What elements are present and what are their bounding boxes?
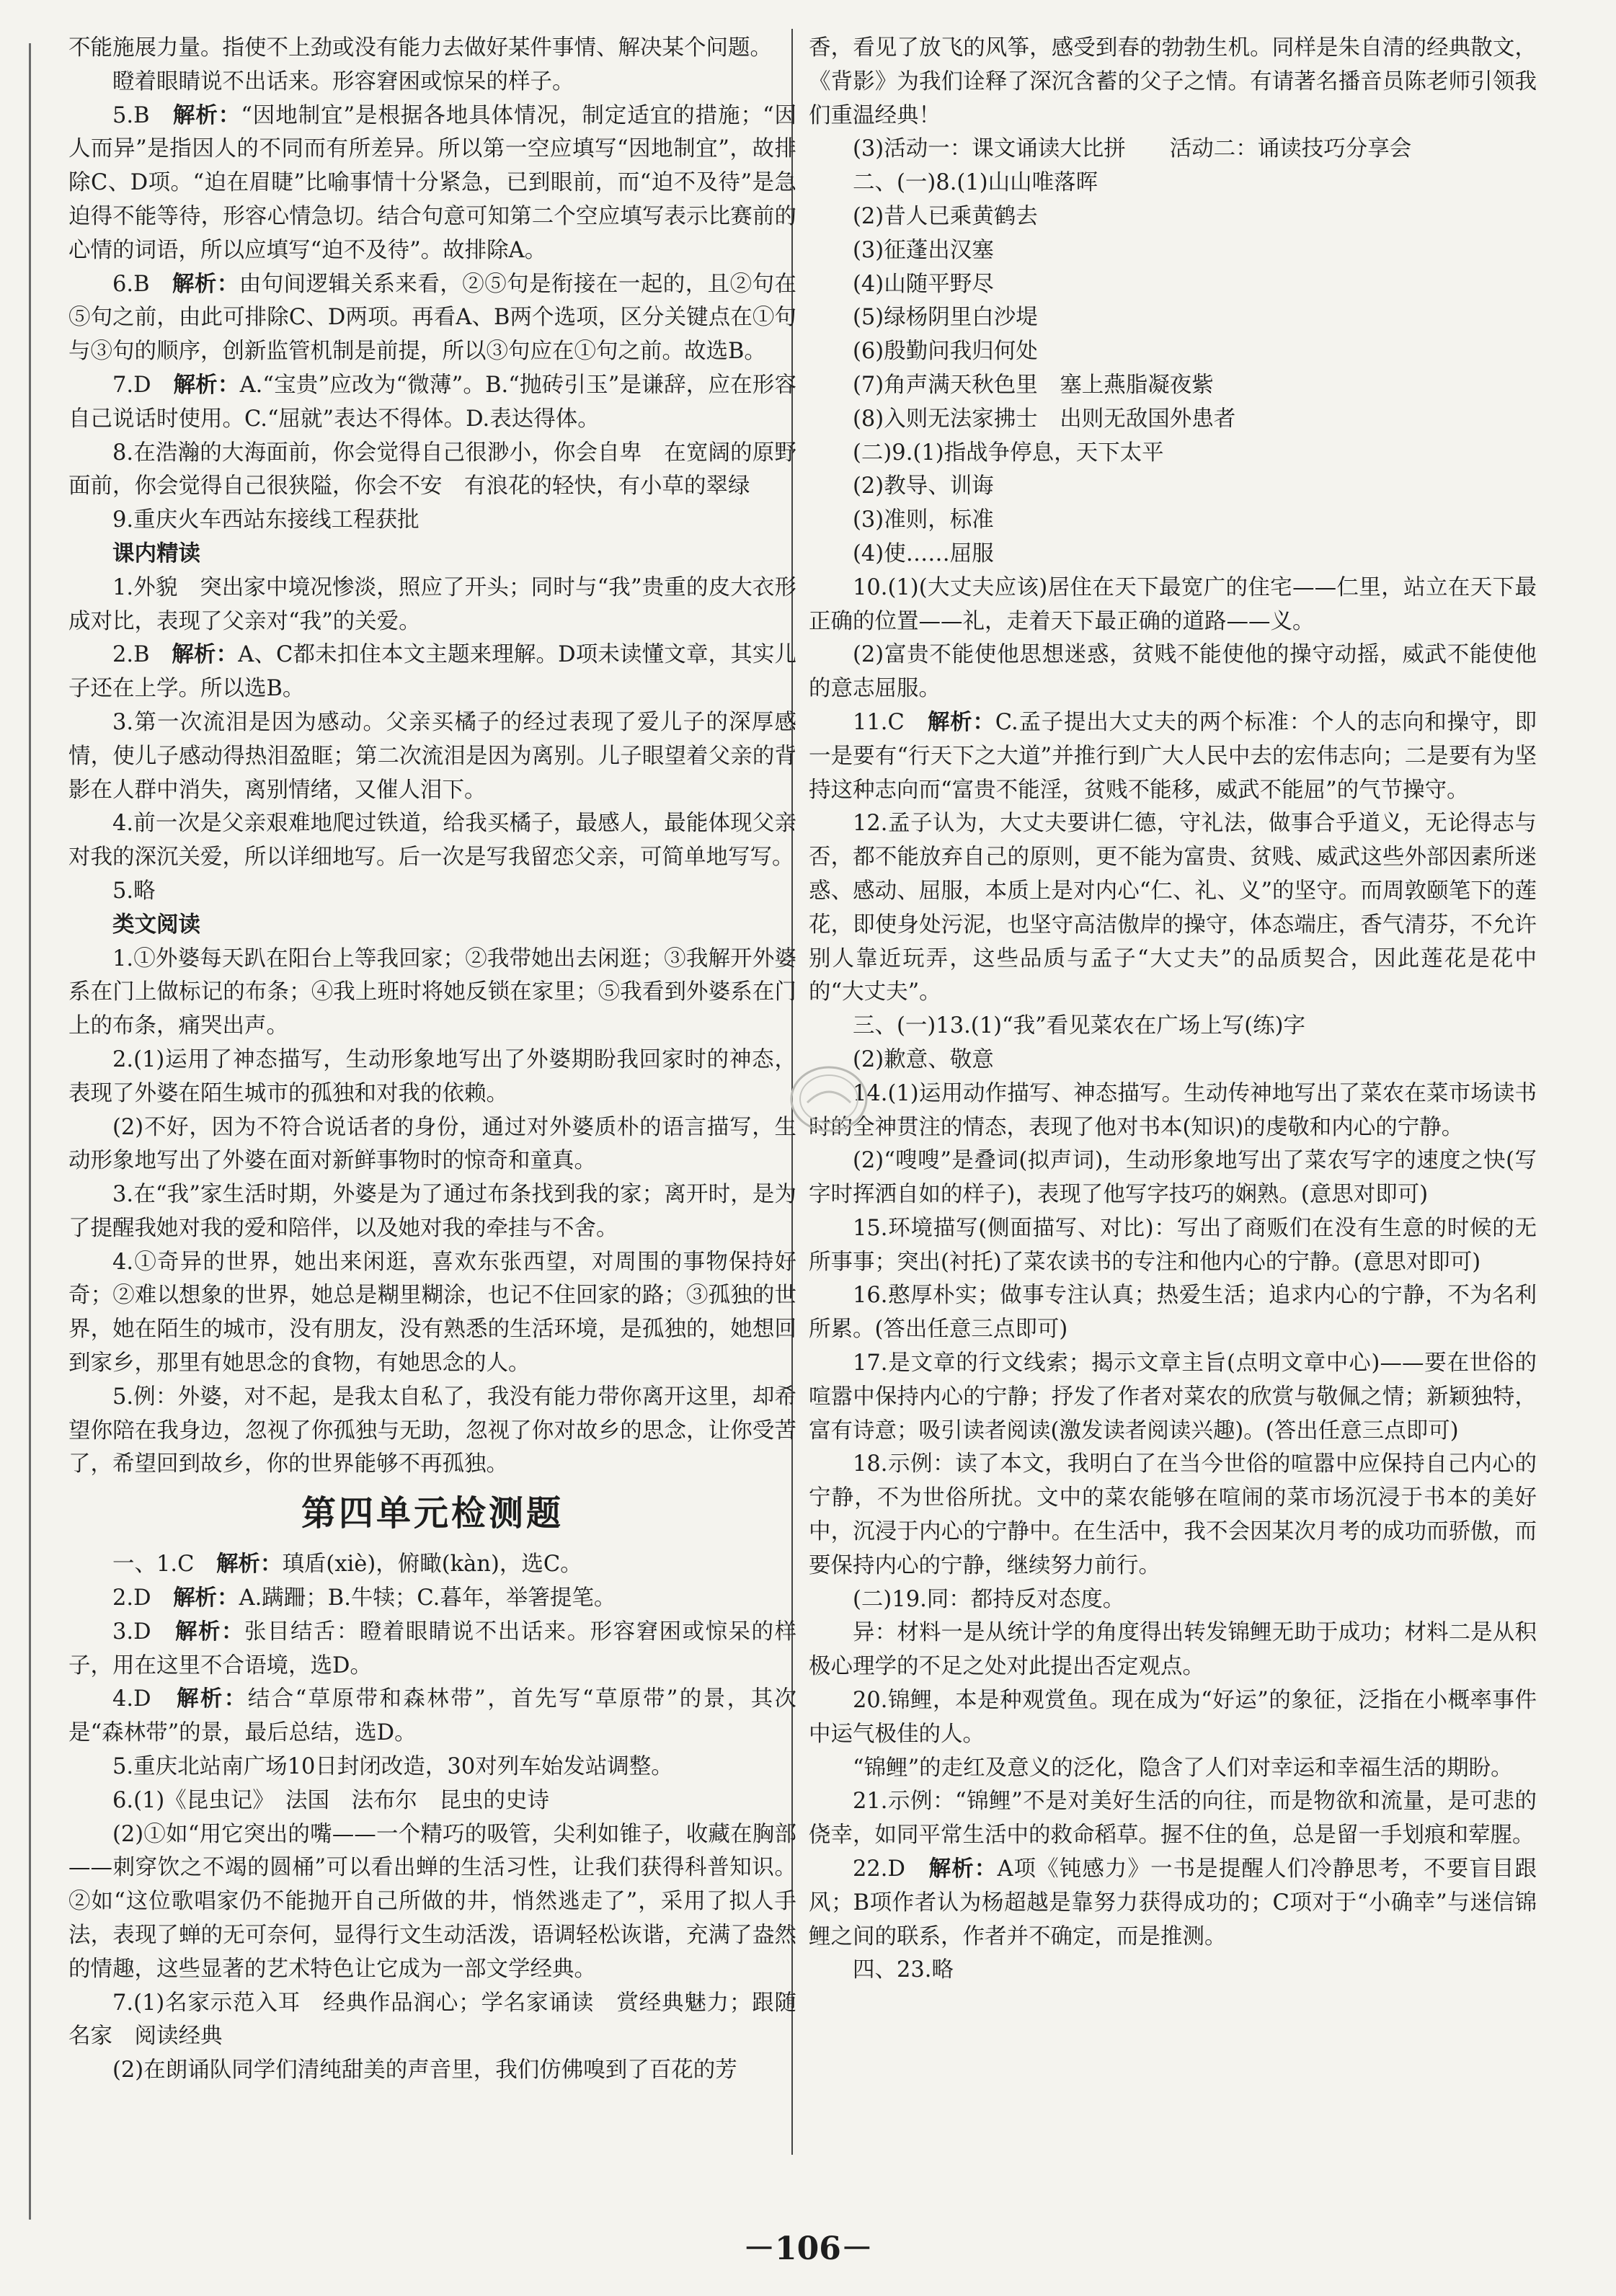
- paragraph-text: (二)9.(1)指战争停息，天下太平: [853, 440, 1164, 466]
- paragraph-text: A.蹒跚；B.牛犊；C.暮年，举箸提笔。: [239, 1585, 616, 1611]
- answer-paragraph: [809, 301, 1537, 335]
- paragraph-text: A项《钝感力》一书是提醒人们冷静思考，不要盲目跟风；B项作者认为杨超越是靠努力获得成功的；C项对于“小确幸”与迷信锦鲤之间的联系，作者并不确定，而是推测。: [809, 1856, 1537, 1949]
- answer-paragraph: [68, 268, 796, 369]
- answer-paragraph: [809, 1279, 1537, 1347]
- analysis-label: 解析：: [928, 1856, 998, 1882]
- paragraph-text: 14.(1)运用动作描写、神态描写。生动传神地写出了菜农在菜市场读书时的全神贯注的情态，表现了他对书本(知识)的虔敬和内心的宁静。: [809, 1080, 1537, 1140]
- paragraph-text: 20.锦鲤，本是种观赏鱼。现在成为“好运”的象征，泛指在小概率事件中运气极佳的人。: [809, 1688, 1537, 1747]
- analysis-label: 解析：: [175, 1619, 244, 1645]
- answer-paragraph: [809, 437, 1537, 471]
- paragraph-text: (8)入则无法家拂士 出则无敌国外患者: [853, 406, 1236, 432]
- answer-paragraph: [68, 1987, 796, 2055]
- answer-paragraph: [809, 1583, 1537, 1617]
- answer-paragraph: [68, 875, 796, 909]
- answer-paragraph: [68, 1381, 796, 1482]
- answer-paragraph: [68, 99, 796, 268]
- answer-paragraph: [68, 1582, 796, 1616]
- paragraph-text: (2)“嗖嗖”是叠词(拟声词)，生动形象地写出了菜农写字的速度之快(写字时挥洒自如的样子)，表现了他写字技巧的娴熟。(意思对即可): [809, 1148, 1537, 1208]
- paragraph-text: 四、23.略: [853, 1957, 954, 1983]
- paragraph-text: (2)昔人已乘黄鹤去: [853, 203, 1038, 229]
- answer-paragraph: [68, 504, 796, 538]
- answer-paragraph: [68, 32, 796, 66]
- paragraph-text: 3.第一次流泪是因为感动。父亲买橘子的经过表现了爱儿子的深厚感情，使儿子感动得热泪盈眶；第二次流泪是因为离别。儿子眼望着父亲的背影在人群中消失，离别情绪，又催人泪下。: [68, 709, 796, 803]
- question-number: 一、1.C: [112, 1552, 195, 1578]
- paragraph-text: 5.重庆北站南广场10日封闭改造，30对列车始发站调整。: [112, 1754, 673, 1780]
- paragraph-text: 2.(1)运用了神态描写，生动形象地写出了外婆期盼我回家时的神态，表现了外婆在陌生城市的孤独和对我的依赖。: [68, 1046, 796, 1106]
- answer-paragraph: [68, 1616, 796, 1683]
- answer-paragraph: [68, 571, 796, 639]
- question-number: 2.B: [112, 642, 150, 668]
- paragraph-text: (4)山随平野尽: [853, 271, 994, 297]
- answer-paragraph: [68, 1818, 796, 1987]
- analysis-label: 解析：: [172, 642, 239, 668]
- paragraph-text: (2)教导、训诲: [853, 473, 994, 499]
- question-number: 3.D: [112, 1619, 151, 1645]
- answer-paragraph: [68, 66, 796, 99]
- answer-paragraph: [68, 638, 796, 706]
- paragraph-text: 二、(一)8.(1)山山唯落晖: [853, 170, 1098, 196]
- section-heading: 类文阅读: [112, 912, 200, 938]
- answer-paragraph: [68, 1784, 796, 1818]
- answer-paragraph: [809, 1853, 1537, 1954]
- answer-paragraph: [68, 369, 796, 437]
- page-binding-edge: [29, 43, 31, 2220]
- analysis-label: 解析：: [173, 1585, 239, 1611]
- paragraph-text: 9.重庆火车西站东接线工程获批: [112, 507, 419, 533]
- paragraph-text: 10.(1)(大丈夫应该)居住在天下最宽广的住宅——仁里，站立在天下最正确的位置——礼，走着天下最正确的道路——义。: [809, 574, 1537, 634]
- analysis-label: 解析：: [927, 709, 995, 735]
- question-number: 11.C: [853, 709, 905, 735]
- question-number: 4.D: [112, 1686, 151, 1712]
- answer-paragraph: [809, 1144, 1537, 1212]
- paragraph-text: (3)活动一：课文诵读大比拼 活动二：诵读技巧分享会: [853, 136, 1412, 162]
- paragraph-text: 18.示例：读了本文，我明白了在当今世俗的喧嚣中应保持自己内心的宁静，不为世俗所扰。文中的菜农能够在喧闹的菜市场沉浸于书本的美好中，沉浸于内心的宁静中。在生活中，我不会因某次月考的成功而骄傲，而要保持内心的宁静，继续努力前行。: [809, 1451, 1537, 1578]
- answer-paragraph: [809, 268, 1537, 302]
- paragraph-text: 由句间逻辑关系来看，②⑤句是衔接在一起的，且②句在⑤句之前，由此可排除C、D两项。再看A、B两个选项，区分关键点在①句与③句的顺序，创新监管机制是前提，所以③句应在①句之前。故选B。: [68, 271, 797, 365]
- answer-paragraph: [68, 943, 796, 1044]
- answer-paragraph: [809, 1347, 1537, 1448]
- paragraph-text: (7)角声满天秋色里 塞上燕脂凝夜紫: [853, 372, 1214, 398]
- paragraph-text: 瞪着眼睛说不出话来。形容窘困或惊呆的样子。: [112, 68, 574, 94]
- paragraph-text: (2)不好，因为不符合说话者的身份，通过对外婆质朴的语言描写，生动形象地写出了外婆在面对新鲜事物时的惊奇和童真。: [68, 1114, 796, 1174]
- paragraph-text: (2)歉意、敬意: [853, 1046, 994, 1072]
- answer-paragraph: [68, 1750, 796, 1784]
- answer-paragraph: [809, 807, 1537, 1010]
- answer-paragraph: [809, 504, 1537, 538]
- answer-paragraph: [809, 369, 1537, 403]
- paragraph-text: 3.在“我”家生活时期，外婆是为了通过布条找到我的家；离开时，是为了提醒我她对我的爱和陪伴，以及她对我的牵挂与不舍。: [68, 1182, 796, 1241]
- paragraph-text: (3)征蓬出汉塞: [853, 237, 994, 263]
- left-column: [68, 32, 796, 2088]
- answer-paragraph: [68, 706, 796, 807]
- analysis-label: 解析：: [176, 1686, 248, 1712]
- answer-paragraph: [809, 1752, 1537, 1786]
- paragraph-text: 8.在浩瀚的大海面前，你会觉得自己很渺小，你会自卑 在宽阔的原野面前，你会觉得自己很狭隘，你会不安 有浪花的轻快，有小草的翠绿: [68, 440, 796, 499]
- paragraph-text: C.孟子提出大丈夫的两个标准：个人的志向和操守，即一是要有“行天下之大道”并推行到广大人民中去的宏伟志向；二是要有为坚持这种志向而“富贵不能淫，贫贱不能移，威武不能屈”的气节操守。: [809, 709, 1537, 803]
- analysis-label: 解析：: [173, 372, 240, 398]
- answer-paragraph: [809, 1448, 1537, 1583]
- paragraph-text: (4)使……屈服: [853, 540, 994, 566]
- answer-paragraph: [809, 32, 1537, 133]
- paragraph-text: 21.示例：“锦鲤”不是对美好生活的向往，而是物欲和流量，是可悲的侥幸，如同平常生活中的救命稻草。握不住的鱼，总是留一手划痕和荤腥。: [809, 1789, 1537, 1848]
- answer-paragraph: [809, 638, 1537, 706]
- paragraph-text: 张目结舌：瞪着眼睛说不出话来。形容窘困或惊呆的样子，用在这里不合语境，选D。: [68, 1619, 797, 1678]
- answer-paragraph: [809, 706, 1537, 807]
- paragraph-text: (二)19.同：都持反对态度。: [853, 1586, 1125, 1612]
- paragraph-text: (6)殷勤问我归何处: [853, 339, 1038, 365]
- answer-paragraph: [68, 1246, 796, 1381]
- section-heading: 课内精读: [112, 540, 200, 566]
- answer-paragraph: [68, 1683, 796, 1750]
- paragraph-text: (2)①如“用它突出的嘴——一个精巧的吸管，尖利如锥子，收藏在胸部——刺穿饮之不竭的圆桶”可以看出蝉的生活习性，让我们获得科普知识。②如“这位歌唱家仍不能抛开自己所做的井，悄然逃走了”，采用了拟人手法，表现了蝉的无可奈何，显得行文生动活泼，语调轻松诙谐，充满了盎然的情趣，这些显著的艺术特色让它成为一部文学经典。: [68, 1821, 796, 1982]
- answer-paragraph: [809, 200, 1537, 234]
- question-number: 2.D: [112, 1585, 151, 1611]
- page-number: －106－: [743, 2230, 873, 2267]
- answer-paragraph: [809, 1954, 1537, 1988]
- answer-paragraph: [809, 470, 1537, 504]
- paragraph-text: 1.①外婆每天趴在阳台上等我回家；②我带她出去闲逛；③我解开外婆系在门上做标记的布条；④我上班时将她反锁在家里；⑤我看到外婆系在门上的布条，痛哭出声。: [68, 945, 796, 1039]
- answer-paragraph: [809, 1212, 1537, 1280]
- paragraph-text: A.“宝贵”应改为“微薄”。B.“抛砖引玉”是谦辞，应在形容自己说话时使用。C.“屈就”表达不得体。D.表达得体。: [68, 372, 797, 432]
- answer-paragraph: [809, 335, 1537, 369]
- question-number: 22.D: [853, 1856, 905, 1882]
- paragraph-text: 16.憨厚朴实；做事专注认真；热爱生活；追求内心的宁静，不为名利所累。(答出任意三点即可): [809, 1283, 1537, 1343]
- analysis-label: 解析：: [216, 1552, 283, 1578]
- paragraph-text: 12.孟子认为，大丈夫要讲仁德，守礼法，做事合乎道义，无论得志与否，都不能放弃自己的原则，更不能为富贵、贫贱、威武这些外部因素所迷惑、感动、屈服，本质上是对内心“仁、礼、义”的坚守。而周敦颐笔下的莲花，即使身处污泥，也坚守高洁傲岸的操守，体态端庄，香气清芬，不允许别人靠近玩弄，这些品质与孟子“大丈夫”的品质契合，因此莲花是花中的“大丈夫”。: [809, 811, 1537, 1005]
- paragraph-text: “锦鲤”的走红及意义的泛化，隐含了人们对幸运和幸福生活的期盼。: [853, 1755, 1513, 1781]
- answer-paragraph: [809, 133, 1537, 166]
- paragraph-text: 5.例：外婆，对不起，是我太自私了，我没有能力带你离开这里，却希望你陪在我身边，忽视了你孤独与无助，忽视了你对故乡的思念，让你受苦了，希望回到故乡，你的世界能够不再孤独。: [68, 1384, 796, 1477]
- watermark-stamp-icon: [786, 1059, 872, 1139]
- right-column: [809, 32, 1537, 1988]
- answer-paragraph: [809, 1684, 1537, 1752]
- paragraph-text: 6.(1)《昆虫记》 法国 法布尔 昆虫的史诗: [112, 1787, 550, 1813]
- answer-paragraph: [809, 1077, 1537, 1145]
- paragraph-text: 结合“草原带和森林带”，首先写“草原带”的景，其次是“森林带”的景，最后总结，选D。: [68, 1686, 797, 1746]
- answer-paragraph: [809, 1785, 1537, 1853]
- paragraph-text: 异：材料一是从统计学的角度得出转发锦鲤无助于成功；材料二是从积极心理学的不足之处对此提出否定观点。: [809, 1620, 1537, 1680]
- answer-paragraph: [68, 1044, 796, 1111]
- answer-paragraph: [68, 1178, 796, 1246]
- paragraph-text: 4.①奇异的世界，她出来闲逛，喜欢东张西望，对周围的事物保持好奇；②难以想象的世界，她总是糊里糊涂，也记不住回家的路；③孤独的世界，她在陌生的城市，没有朋友，没有熟悉的生活环境，是孤独的，她想回到家乡，那里有她思念的食物，有她思念的人。: [68, 1249, 796, 1376]
- answer-paragraph: [809, 538, 1537, 571]
- question-number: 7.D: [112, 372, 151, 398]
- answer-paragraph: [809, 1044, 1537, 1077]
- analysis-label: 解析：: [172, 102, 241, 128]
- paragraph-text: 香，看见了放飞的风筝，感受到春的勃勃生机。同样是朱自清的经典散文，《背影》为我们诠释了深沉含蓄的父子之情。有请著名播音员陈老师引领我们重温经典！: [809, 35, 1537, 128]
- answer-paragraph: [68, 807, 796, 875]
- answer-paragraph: [809, 571, 1537, 639]
- paragraph-text: 17.是文章的行文线索；揭示文章主旨(点明文章中心)——要在世俗的喧嚣中保持内心的宁静；抒发了作者对菜农的欣赏与敬佩之情；新颖独特，富有诗意；吸引读者阅读(激发读者阅读兴趣)。(答出任意三点即可): [809, 1351, 1537, 1443]
- paragraph-text: 7.(1)名家示范入耳 经典作品润心；学名家诵读 赏经典魅力；跟随名家 阅读经典: [68, 1990, 796, 2050]
- paragraph-text: (3)准则，标准: [853, 507, 994, 533]
- paragraph-text: 瑱盾(xiè)，俯瞰(kàn)，选C。: [282, 1552, 582, 1578]
- question-number: 6.B: [112, 271, 150, 297]
- paragraph-text: “因地制宜”是根据各地具体情况，制定适宜的措施；“因人而异”是指因人的不同而有所差异。所以第一空应填写“因地制宜”，故排除C、D项。“迫在眉睫”比喻事情十分紧急，已到眼前，而“迫不及待”是急迫得不能等待，形容心情急切。结合句意可知第二个空应填写表示比赛前的心情的词语，所以应填写“迫不及待”。故排除A。: [68, 102, 797, 263]
- answer-paragraph: [809, 166, 1537, 200]
- answer-paragraph: [68, 2054, 796, 2088]
- answer-paragraph: [809, 1010, 1537, 1044]
- answer-paragraph: [809, 403, 1537, 437]
- paragraph-text: 不能施展力量。指使不上劲或没有能力去做好某件事情、解决某个问题。: [68, 35, 772, 61]
- answer-paragraph: [68, 1111, 796, 1179]
- paragraph-text: (2)在朗诵队同学们清纯甜美的声音里，我们仿佛嗅到了百花的芳: [112, 2057, 737, 2083]
- answer-paragraph: [809, 234, 1537, 268]
- paragraph-text: (5)绿杨阴里白沙堤: [853, 305, 1038, 331]
- paragraph-text: A、C都未扣住本文主题来理解。D项未读懂文章，其实儿子还在上学。所以选B。: [68, 642, 796, 702]
- paragraph-text: 三、(一)13.(1)“我”看见菜农在广场上写(练)字: [853, 1013, 1305, 1039]
- paragraph-text: 1.外貌 突出家中境况惨淡，照应了开头；同时与“我”贵重的皮大衣形成对比，表现了父亲对“我”的关爱。: [68, 574, 796, 634]
- paragraph-text: (2)富贵不能使他思想迷惑，贫贱不能使他的操守动摇，威武不能使他的意志屈服。: [809, 642, 1537, 702]
- paragraph-text: 15.环境描写(侧面描写、对比)：写出了商贩们在没有生意的时候的无所事事；突出(衬托)了菜农读书的专注和他内心的宁静。(意思对即可): [809, 1215, 1537, 1275]
- unit-test-title: 第四单元检测题: [301, 1493, 564, 1534]
- paragraph-text: 5.略: [112, 878, 156, 904]
- answer-paragraph: [68, 1548, 796, 1582]
- answer-paragraph: [809, 1616, 1537, 1684]
- analysis-label: 解析：: [172, 271, 239, 297]
- question-number: 5.B: [112, 102, 150, 128]
- answer-paragraph: [68, 437, 796, 504]
- paragraph-text: 4.前一次是父亲艰难地爬过铁道，给我买橘子，最感人，最能体现父亲对我的深沉关爱，所以详细地写。后一次是写我留恋父亲，可简单地写写。: [68, 811, 796, 871]
